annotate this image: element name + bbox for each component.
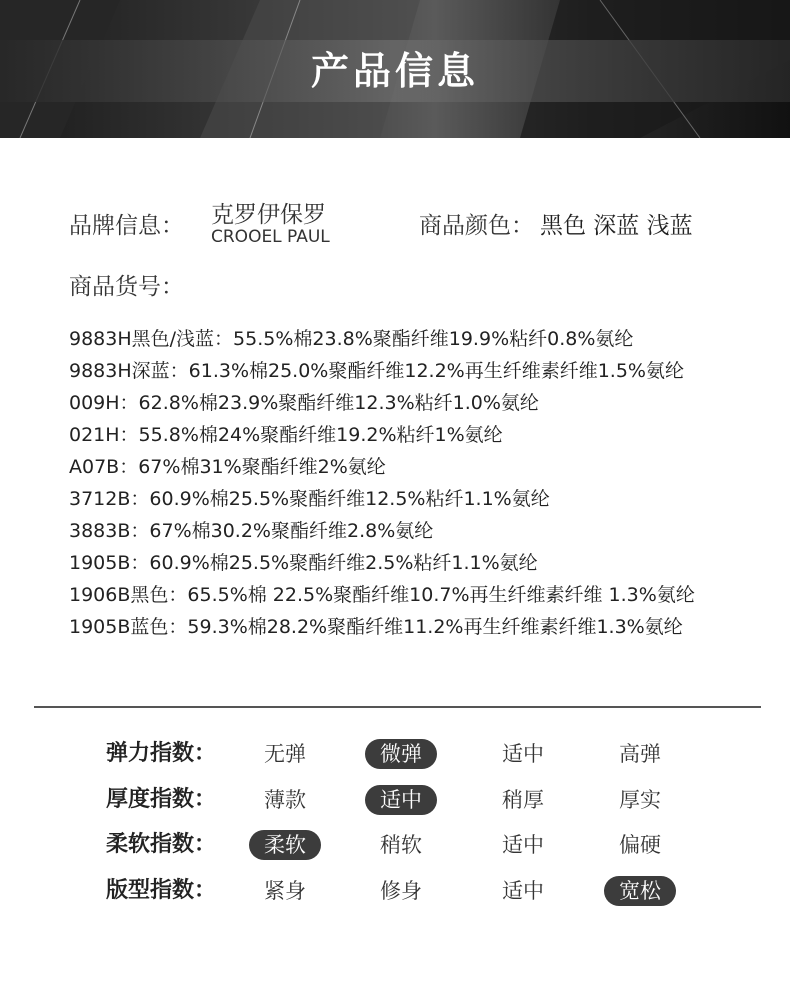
composition-list <box>69 323 695 643</box>
composition-line: 1905B：60.9%棉25.5%聚酯纤维2.5%粘纤1.1%氨纶 <box>69 552 538 574</box>
sku-label: 商品货号： <box>69 274 184 300</box>
composition-line: 1906B黑色：65.5%棉 22.5%聚酯纤维10.7%再生纤维素纤维 1.3%氨纶 <box>69 584 695 606</box>
fit-index-row <box>0 871 790 911</box>
brand-label: 品牌信息： <box>69 213 184 239</box>
brand-name-cn: 克罗伊保罗 <box>211 202 326 228</box>
composition-line: 9883H深蓝：61.3%棉25.0%聚酯纤维12.2%再生纤维素纤维1.5%氨纶 <box>69 360 684 382</box>
index-option: 适中 <box>502 879 544 903</box>
index-label: 版型指数： <box>106 878 217 903</box>
softness-index-row <box>0 825 790 865</box>
index-label: 弹力指数： <box>106 741 217 766</box>
color-value: 黑色 深蓝 浅蓝 <box>540 213 693 239</box>
header-banner <box>0 0 790 138</box>
index-option: 适中 <box>502 833 544 857</box>
composition-line: 9883H黑色/浅蓝：55.5%棉23.8%聚酯纤维19.9%粘纤0.8%氨纶 <box>69 328 634 350</box>
index-option-selected: 适中 <box>365 785 437 815</box>
index-option-selected: 柔软 <box>249 830 321 860</box>
index-option: 适中 <box>502 742 544 766</box>
index-option-selected: 微弹 <box>365 739 437 769</box>
index-label: 柔软指数： <box>106 832 217 857</box>
index-option: 稍软 <box>380 833 422 857</box>
composition-line: 021H：55.8%棉24%聚酯纤维19.2%粘纤1%氨纶 <box>69 424 503 446</box>
composition-line: 1905B蓝色：59.3%棉28.2%聚酯纤维11.2%再生纤维素纤维1.3%氨纶 <box>69 616 683 638</box>
composition-line: A07B：67%棉31%聚酯纤维2%氨纶 <box>69 456 386 478</box>
index-option-selected: 宽松 <box>604 876 676 906</box>
section-divider <box>34 706 761 708</box>
thickness-index-row <box>0 780 790 820</box>
index-option: 紧身 <box>264 879 306 903</box>
index-option: 薄款 <box>264 788 306 812</box>
composition-line: 3712B：60.9%棉25.5%聚酯纤维12.5%粘纤1.1%氨纶 <box>69 488 550 510</box>
page-title: 产品信息 <box>310 49 479 93</box>
index-option: 稍厚 <box>502 788 544 812</box>
brand-name-en: CROOEL PAUL <box>211 227 330 247</box>
index-option: 修身 <box>380 879 422 903</box>
index-option: 无弹 <box>264 742 306 766</box>
index-label: 厚度指数： <box>106 787 217 812</box>
index-option: 偏硬 <box>619 833 661 857</box>
index-option: 厚实 <box>619 788 661 812</box>
composition-line: 3883B：67%棉30.2%聚酯纤维2.8%氨纶 <box>69 520 434 542</box>
composition-line: 009H：62.8%棉23.9%聚酯纤维12.3%粘纤1.0%氨纶 <box>69 392 539 414</box>
color-label: 商品颜色： <box>419 213 534 239</box>
index-option: 高弹 <box>619 742 661 766</box>
elasticity-index-row <box>0 734 790 774</box>
